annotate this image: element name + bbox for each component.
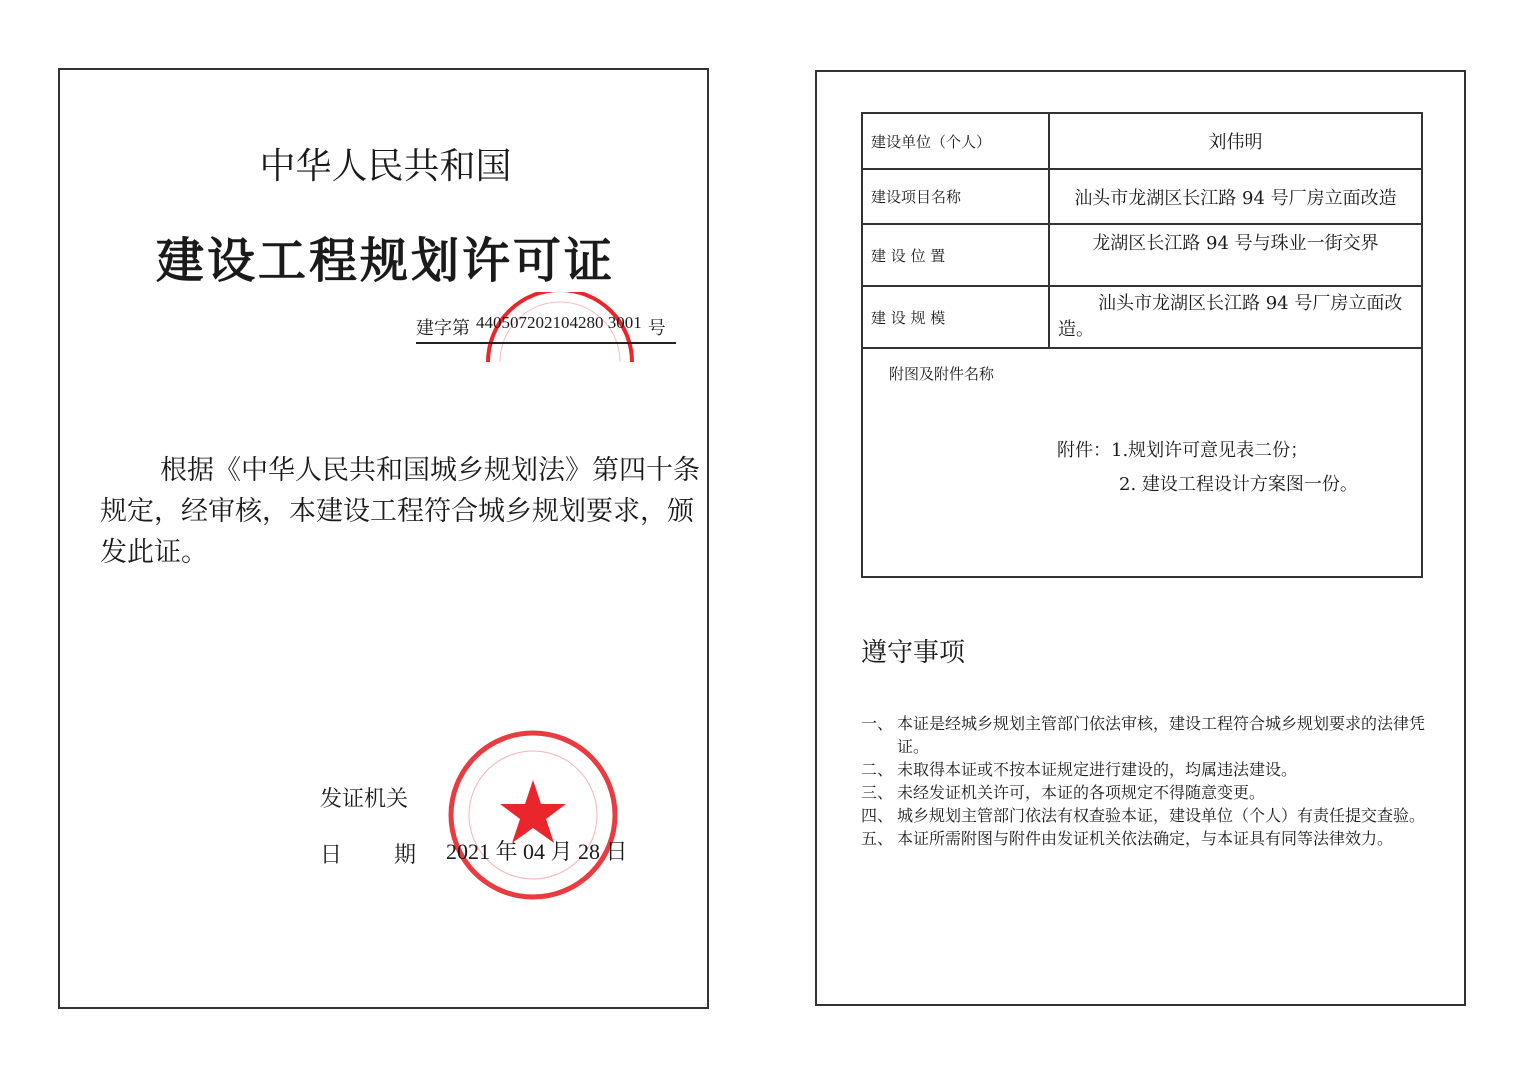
- official-seal: [446, 728, 621, 903]
- country-heading: 中华人民共和国: [259, 146, 512, 187]
- certificate-number: [416, 314, 676, 344]
- rule-item: [861, 758, 1441, 781]
- rule-number: 三、: [861, 783, 894, 802]
- rule-item: [861, 781, 1441, 804]
- rule-text: 未取得本证或不按本证规定进行建设的，均属违法建设。: [897, 760, 1298, 779]
- issuer-label: 发证机关: [320, 787, 409, 812]
- rules-list: [861, 712, 1441, 850]
- rule-text: 本证是经城乡规划主管部门依法审核，建设工程符合城乡规划要求的法律凭证。: [897, 714, 1426, 756]
- rules-heading: 遵守事项: [861, 638, 966, 668]
- attachment-item: 附件：1.规划许可意见表二份；: [1057, 440, 1309, 461]
- rule-text: 未经发证机关许可，本证的各项规定不得随意变更。: [897, 783, 1266, 802]
- attachments-label: 附图及附件名称: [889, 365, 995, 383]
- row-value: 汕头市龙湖区长江路 94 号厂房立面改造。: [1049, 286, 1422, 348]
- number-suffix: 号: [647, 318, 666, 339]
- table-row: [862, 348, 1422, 577]
- certificate-back-page: [815, 70, 1466, 1006]
- issue-date: 2021 年 04 月 28 日: [446, 839, 628, 864]
- project-info-table: [861, 112, 1423, 578]
- row-label: 建 设 位 置: [862, 224, 1049, 286]
- number-value: 440507202104280 3001: [476, 313, 642, 332]
- table-row: [862, 113, 1422, 169]
- row-label: 建设项目名称: [862, 169, 1049, 224]
- number-prefix: 建字第: [416, 318, 470, 339]
- rule-number: 二、: [861, 760, 894, 779]
- row-value: 汕头市龙湖区长江路 94 号厂房立面改造: [1049, 169, 1422, 224]
- row-label: 建设单位（个人）: [862, 113, 1049, 169]
- rule-text: 城乡规划主管部门依法有权查验本证，建设单位（个人）有责任提交查验。: [897, 806, 1426, 825]
- rule-number: 四、: [861, 806, 894, 825]
- certificate-body-text: 根据《中华人民共和国城乡规划法》第四十条规定，经审核，本建设工程符合城乡规划要求，颁发此证。: [100, 455, 700, 568]
- rule-item: [861, 712, 1441, 758]
- rule-item: [861, 804, 1441, 827]
- table-row: [862, 224, 1422, 286]
- rule-item: [861, 827, 1441, 850]
- date-label: 日期: [320, 843, 416, 868]
- table-row: [862, 169, 1422, 224]
- rule-number: 一、: [861, 714, 894, 733]
- table-row: [862, 286, 1422, 348]
- certificate-front-page: [58, 68, 709, 1009]
- rule-text: 本证所需附图与附件由发证机关依法确定，与本证具有同等法律效力。: [897, 829, 1394, 848]
- attachment-item: 2. 建设工程设计方案图一份。: [1119, 474, 1358, 495]
- certificate-title: 建设工程规划许可证: [155, 233, 615, 289]
- row-value: 刘伟明: [1049, 113, 1422, 169]
- row-value: 龙湖区长江路 94 号与珠业一街交界: [1049, 224, 1422, 286]
- rule-number: 五、: [861, 829, 894, 848]
- row-label: 建 设 规 模: [862, 286, 1049, 348]
